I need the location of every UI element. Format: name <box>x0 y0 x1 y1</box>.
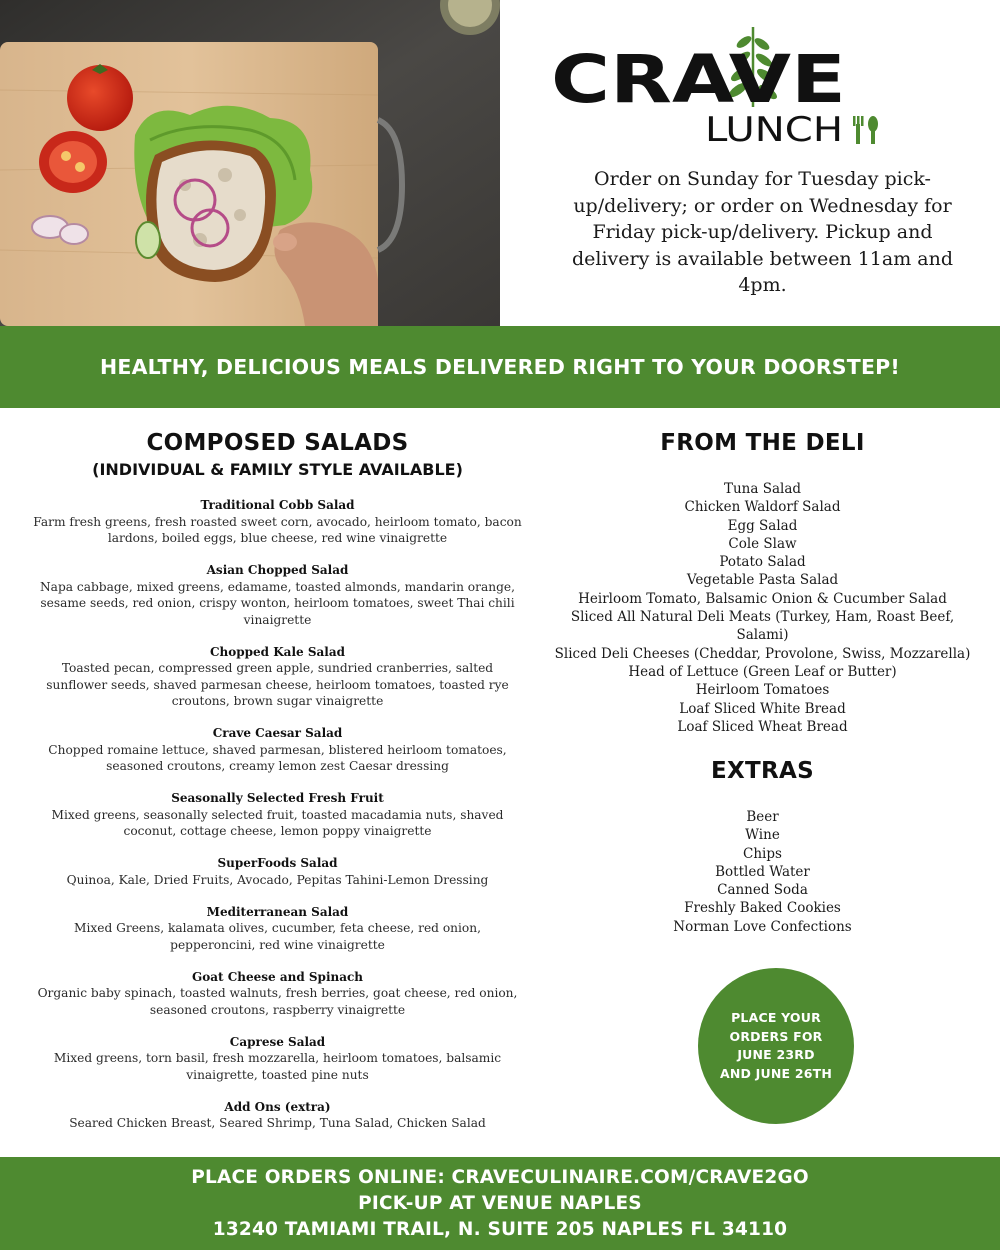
extras-item: Freshly Baked Cookies <box>684 900 841 917</box>
extras-item: Bottled Water <box>715 863 810 880</box>
extras-item: Wine <box>745 827 780 844</box>
order-online-line[interactable]: PLACE ORDERS ONLINE: CRAVECULINAIRE.COM/CRAVE2GO <box>191 1166 809 1188</box>
salad-item <box>30 497 525 547</box>
fork-spoon-icon <box>853 116 878 144</box>
deli-item: Tuna Salad <box>723 481 802 497</box>
salad-description: Organic baby spinach, toasted walnuts, fresh berries, goat cheese, red onion, seasoned croutons, raspberry vinaigrette <box>37 986 518 1017</box>
extras-item: Norman Love Confections <box>673 918 852 935</box>
salad-name: Caprese Salad <box>229 1034 326 1049</box>
salad-description: Toasted pecan, compressed green apple, sundried cranberries, salted sunflower seeds, shaved parmesan cheese, heirloom tomatoes, toasted rye croutons, brown sugar vinaigrette <box>46 661 509 708</box>
brand-name: CRAVE <box>551 41 846 118</box>
extras-item: Canned Soda <box>717 882 808 899</box>
salad-description: Quinoa, Kale, Dried Fruits, Avocado, Pepitas Tahini-Lemon Dressing <box>66 872 489 887</box>
deli-item: Chicken Waldorf Salad <box>684 499 841 516</box>
salad-name: Seasonally Selected Fresh Fruit <box>171 791 384 805</box>
order-dates-badge <box>698 968 854 1124</box>
salad-list <box>30 497 525 1132</box>
deli-title: FROM THE DELI <box>660 430 865 456</box>
badge-line: AND JUNE 26TH <box>720 1065 832 1081</box>
salad-item <box>30 1099 525 1132</box>
deli-item: Heirloom Tomato, Balsamic Onion & Cucumber Salad <box>578 590 947 607</box>
deli-item: Loaf Sliced White Bread <box>679 700 846 717</box>
crave-lunch-logo <box>548 22 888 152</box>
deli-item: Loaf Sliced Wheat Bread <box>677 718 848 735</box>
composed-salads-section <box>30 430 525 1147</box>
salad-name: Add Ons (extra) <box>224 1099 331 1114</box>
deli-list <box>545 480 980 736</box>
deli-item: Sliced Deli Cheeses (Cheddar, Provolone, Swiss, Mozzarella) <box>554 645 971 662</box>
salad-name: Chopped Kale Salad <box>209 644 345 659</box>
salad-item <box>30 562 525 628</box>
salad-name: SuperFoods Salad <box>217 856 338 870</box>
salad-item <box>30 969 525 1019</box>
salad-item <box>30 855 525 888</box>
salad-description: Seared Chicken Breast, Seared Shrimp, Tuna Salad, Chicken Salad <box>69 1116 486 1130</box>
salad-item <box>30 904 525 954</box>
extras-item: Beer <box>746 809 779 825</box>
salad-description: Mixed Greens, kalamata olives, cucumber, feta cheese, red onion, pepperoncini, red wine vinaigrette <box>74 921 481 952</box>
extras-item: Chips <box>743 845 782 862</box>
salad-description: Farm fresh greens, fresh roasted sweet corn, avocado, heirloom tomato, bacon lardons, boiled eggs, blue cheese, red wine vinaigrette <box>33 514 522 545</box>
badge-line: PLACE YOUR <box>731 1010 821 1025</box>
salad-item <box>30 1034 525 1084</box>
salad-item <box>30 790 525 840</box>
salad-description: Napa cabbage, mixed greens, edamame, toasted almonds, mandarin orange, sesame seeds, red onion, crispy wonton, heirloom tomatoes, sweet Thai chili vinaigrette <box>40 579 515 627</box>
salad-name: Crave Caesar Salad <box>212 726 343 740</box>
extras-section <box>545 758 980 936</box>
deli-item: Egg Salad <box>727 517 798 534</box>
tagline-banner <box>0 326 1000 408</box>
deli-item: Cole Slaw <box>728 535 797 552</box>
intro-text: Order on Sunday for Tuesday pick-up/delivery; or order on Wednesday for Friday pick-up/delivery. Pickup and delivery is available between 11am and 4pm. <box>571 168 953 296</box>
salads-title: COMPOSED SALADS <box>146 430 409 456</box>
sandwich-photo <box>0 0 500 326</box>
deli-item: Potato Salad <box>719 554 806 571</box>
salad-name: Asian Chopped Salad <box>206 563 349 577</box>
salad-description: Chopped romaine lettuce, shaved parmesan, blistered heirloom tomatoes, seasoned croutons, creamy lemon zest Caesar dressing <box>48 742 507 773</box>
footer-banner <box>0 1157 1000 1250</box>
extras-title: EXTRAS <box>710 758 814 784</box>
salad-name: Mediterranean Salad <box>206 904 349 919</box>
salad-item <box>30 644 525 710</box>
salad-description: Mixed greens, seasonally selected fruit, toasted macadamia nuts, shaved coconut, cottage cheese, lemon poppy vinaigrette <box>51 807 504 838</box>
badge-line: ORDERS FOR <box>729 1028 823 1044</box>
salads-subtitle: (INDIVIDUAL & FAMILY STYLE AVAILABLE) <box>92 460 463 479</box>
salad-item <box>30 725 525 775</box>
deli-item: Heirloom Tomatoes <box>695 682 830 699</box>
extras-list <box>545 808 980 936</box>
deli-item: Sliced All Natural Deli Meats (Turkey, Ham, Roast Beef, Salami) <box>570 609 955 644</box>
tagline-text: HEALTHY, DELICIOUS MEALS DELIVERED RIGHT TO YOUR DOORSTEP! <box>100 355 900 379</box>
deli-item: Vegetable Pasta Salad <box>686 572 839 589</box>
pickup-venue-line: PICK-UP AT VENUE NAPLES <box>358 1192 642 1214</box>
brand-subname: LUNCH <box>705 110 843 150</box>
address-line: 13240 TAMIAMI TRAIL, N. SUITE 205 NAPLES FL 34110 <box>212 1218 788 1240</box>
salad-name: Goat Cheese and Spinach <box>191 969 364 984</box>
salad-description: Mixed greens, torn basil, fresh mozzarella, heirloom tomatoes, balsamic vinaigrette, toasted pine nuts <box>53 1051 502 1082</box>
deli-item: Head of Lettuce (Green Leaf or Butter) <box>628 663 897 680</box>
deli-section <box>545 430 980 736</box>
badge-line: JUNE 23RD <box>737 1047 815 1062</box>
salad-name: Traditional Cobb Salad <box>200 498 355 512</box>
